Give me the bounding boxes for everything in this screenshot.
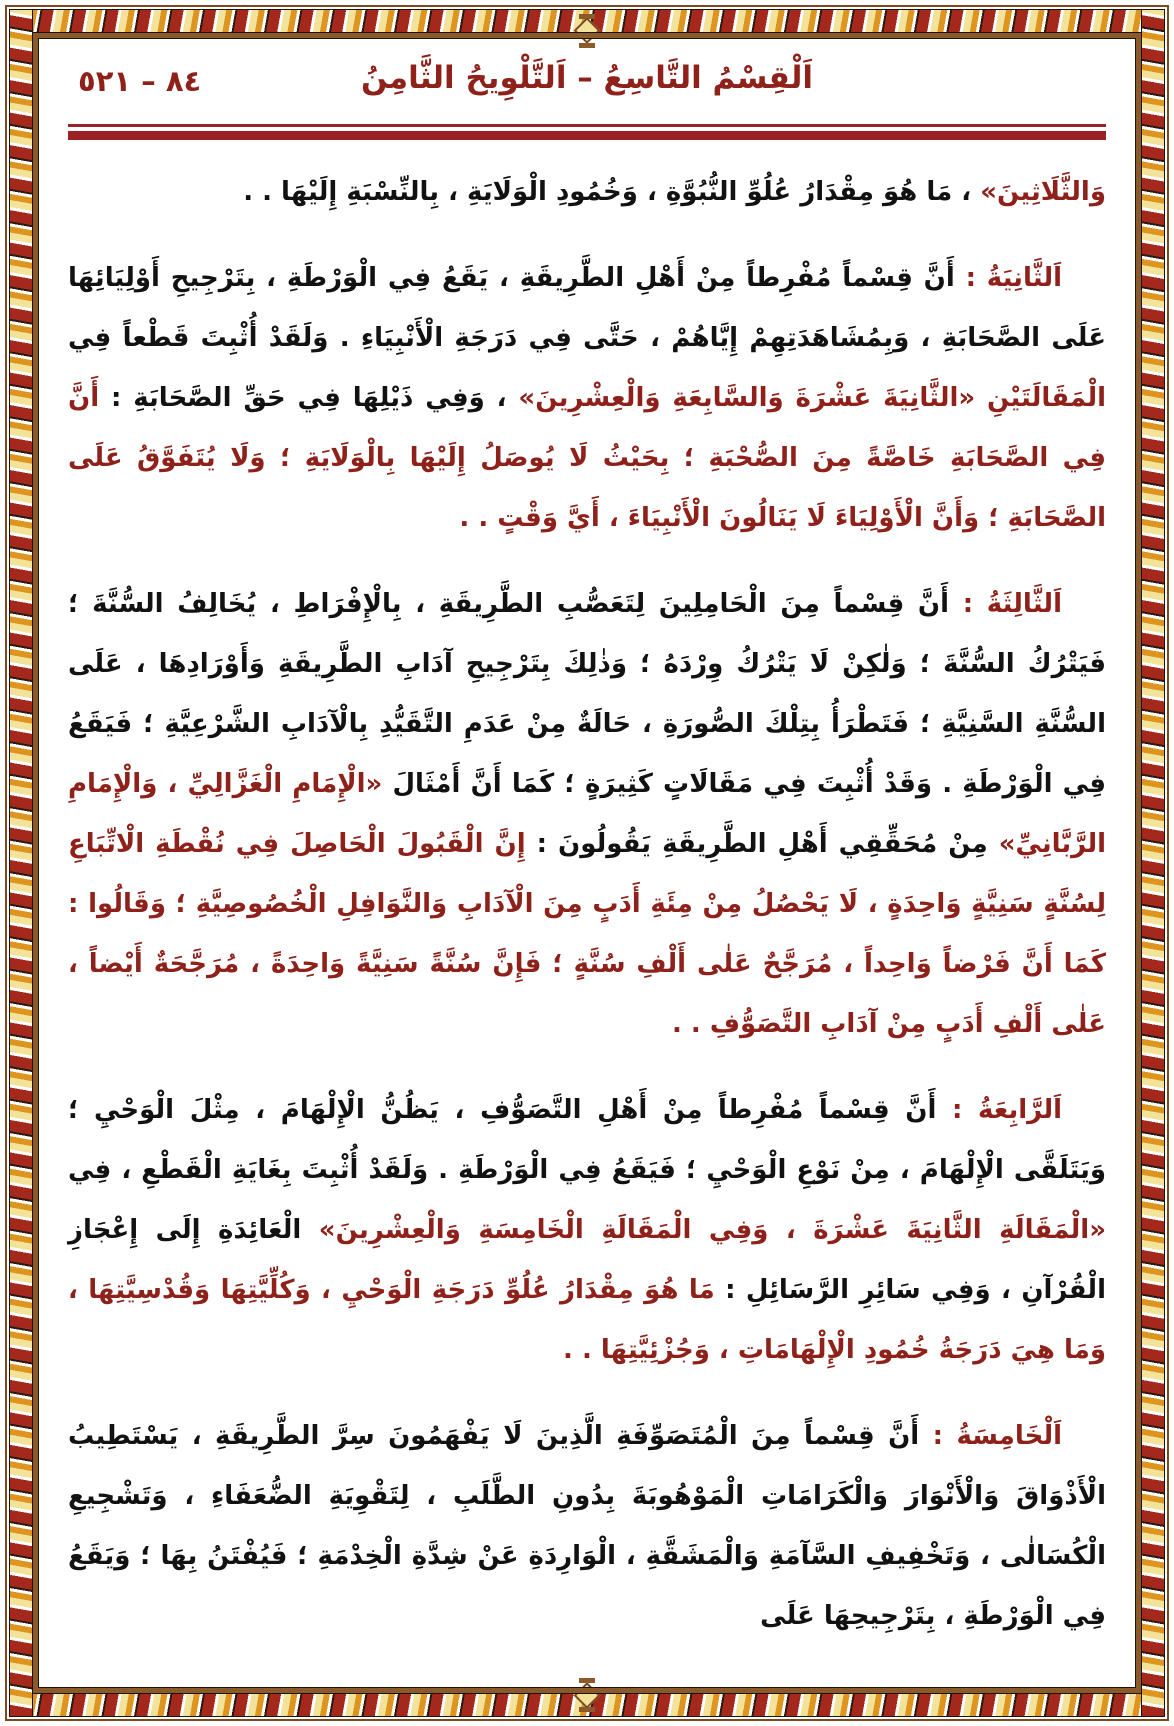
text-segment: اَلرَّابِعَةُ : bbox=[936, 1095, 1063, 1125]
header-rule-thick bbox=[68, 131, 1106, 140]
text-segment: «الْإِمَامِ الْغَزَّالِيِّ ، وَالْإِمَامِ الرَّبَّانِيِّ» bbox=[68, 769, 1106, 859]
text-segment: إِنَّ الْقَبُولَ الْحَاصِلَ فِي نُقْطَةِ الْاتِّبَاعِ لِسُنَّةٍ سَنِيَّةٍ وَاحِدَةٍ ، لَا يَحْصُلُ مِنْ مِئَةِ أَدَبٍ مِنَ الْآدَابِ وَالنَّوَافِلِ الْخُصُوصِيَّةِ ؛ وَقَالُوا : كَمَا أَنَّ فَرْضاً وَاحِداً ، مُرَجَّحٌ عَلٰى أَلْفِ سُنَّةٍ ؛ فَإِنَّ سُنَّةً سَنِيَّةً وَاحِدَةً ، مُرَجَّحَةٌ أَيْضاً ، عَلٰى أَلْفِ أَدَبٍ مِنْ آدَابِ التَّصَوُّفِ . . bbox=[68, 829, 1106, 1039]
border-tick-icon bbox=[579, 14, 595, 19]
paragraph bbox=[68, 1080, 1106, 1380]
border-band-left bbox=[10, 10, 33, 1716]
text-segment: اَلثَّالِثَةُ : bbox=[949, 589, 1062, 619]
page-content bbox=[68, 58, 1106, 1680]
text-segment: ، وَفِي ذَيْلِهَا فِي حَقِّ الصَّحَابَةِ : bbox=[99, 383, 519, 413]
text-segment: الْعَائِدَةِ إِلَى إِعْجَازِ الْقُرْآنِ ، وَفِي سَائِرِ الرَّسَائِلِ : bbox=[68, 1215, 1106, 1305]
text-segment: أَنَّ قِسْماً مُفْرِطاً مِنْ أَهْلِ الطَّرِيقَةِ ، يَقَعُ فِي الْوَرْطَةِ ، بِتَرْجِيحِ أَوْلِيَائِهَا عَلَى الصَّحَابَةِ ، وَبِمُشَاهَدَتِهِمْ إِيَّاهُمْ ، حَتَّى فِي دَرَجَةِ الْأَنْبِيَاءِ . وَلَقَدْ أُثْبِتَ قَطْعاً فِي bbox=[68, 263, 1106, 353]
diamond-ornament-icon bbox=[574, 1682, 601, 1709]
border-band-bottom bbox=[10, 1693, 1164, 1716]
text-segment: أَنَّ قِسْماً مِنَ الْمُتَصَوِّفَةِ الَّذِينَ لَا يَفْهَمُونَ سِرَّ الطَّرِيقَةِ ، يَسْتَطِيبُ الْأَذْوَاقَ وَالْأَنْوَارَ وَالْكَرَامَاتِ الْمَوْهُوبَةَ بِدُونِ الطَّلَبِ ، لِتَقْوِيَةِ الضُّعَفَاءِ ، وَتَشْجِيعِ الْكُسَالٰى ، وَتَخْفِيفِ السَّآمَةِ وَالْمَشَقَّةِ ، الْوَارِدَةِ عَنْ شِدَّةِ الْخِدْمَةِ ؛ فَيُفْتَنُ بِهَا ؛ وَيَقَعُ فِي الْوَرْطَةِ ، بِتَرْجِيحِهَا عَلَى bbox=[68, 1421, 1106, 1631]
text-segment: أَنَّ قِسْماً مِنَ الْحَامِلِينَ لِتَعَصُّبِ الطَّرِيقَةِ ، بِالْإِفْرَاطِ ، يُخَالِفُ السُّنَّةَ ؛ فَيَتْرُكُ السُّنَّةَ ؛ وَلٰكِنْ لَا يَتْرُكُ وِرْدَهُ ؛ وَذٰلِكَ بِتَرْجِيحِ آدَابِ الطَّرِيقَةِ وَأَوْرَادِهَا ، عَلَى السُّنَّةِ السَّنِيَّةِ ؛ فَتَطْرَأُ بِتِلْكَ الصُّورَةِ ، حَالَةٌ مِنْ عَدَمِ التَّقَيُّدِ بِالْآدَابِ الشَّرْعِيَّةِ ؛ فَيَقَعُ فِي الْوَرْطَةِ . وَقَدْ أُثْبِتَ فِي مَقَالَاتٍ كَثِيرَةٍ ؛ كَمَا أَنَّ أَمْثَالَ bbox=[68, 589, 1107, 799]
header-rule-thin bbox=[68, 124, 1106, 127]
text-segment: وَالثَّلَاثِينَ» bbox=[980, 177, 1106, 207]
text-segment: مِنْ مُحَقِّقِي أَهْلِ الطَّرِيقَةِ يَقُولُونَ : bbox=[525, 829, 999, 859]
paragraph bbox=[68, 574, 1106, 1054]
border-band-right bbox=[1141, 10, 1164, 1716]
text-segment: أَنَّ فِي الصَّحَابَةِ خَاصَّةً مِنَ الصُّحْبَةِ ؛ بِحَيْثُ لَا يُوصَلُ إِلَيْهَا بِالْوَلَايَةِ ؛ وَلَا يُتَفَوَّقُ عَلَى الصَّحَابَةِ ؛ وَأَنَّ الْأَوْلِيَاءَ لَا يَنَالُونَ الْأَنْبِيَاءَ ، أَيَّ وَقْتٍ . . bbox=[68, 383, 1106, 533]
text-segment: ، مَا هُوَ مِقْدَارُ عُلُوِّ النُّبُوَّةِ ، وَخُمُودِ الْوَلَايَةِ ، بِالنِّسْبَةِ إِلَيْهَا . . bbox=[243, 177, 981, 207]
header-rule bbox=[68, 124, 1106, 140]
text-segment: أَنَّ قِسْماً مُفْرِطاً مِنْ أَهْلِ التَّصَوُّفِ ، يَظُنُّ الْإِلْهَامَ ، مِثْلَ الْوَحْيِ ؛ وَيَتَلَقَّى الْإِلْهَامَ ، مِنْ نَوْعِ الْوَحْيِ ؛ فَيَقَعُ فِي الْوَرْطَةِ . وَلَقَدْ أُثْبِتَ بِغَايَةِ الْقَطْعِ ، فِي bbox=[68, 1095, 1106, 1185]
page-number: ٨٤ – ٥٢١ bbox=[78, 64, 202, 98]
diamond-ornament-icon bbox=[574, 17, 601, 44]
text-segment: اَلثَّانِيَةُ : bbox=[954, 263, 1062, 293]
paragraph bbox=[68, 162, 1106, 222]
border-band-top bbox=[10, 10, 1164, 33]
text-segment: مَا هُوَ مِقْدَارُ عُلُوِّ دَرَجَةِ الْوَحْيِ ، وَكُلِّيَّتِهَا وَقُدْسِيَّتِهَا ، وَمَا هِيَ دَرَجَةُ خُمُودِ الْإِلْهَامَاتِ ، وَجُزْئِيَّتِهَا . . bbox=[68, 1275, 1106, 1365]
body-text bbox=[68, 162, 1106, 1646]
border-tick-icon bbox=[579, 43, 595, 48]
text-segment: اَلْخَامِسَةُ : bbox=[919, 1421, 1062, 1451]
text-segment: الْمَقَالَتَيْنِ «الثَّانِيَةَ عَشْرَةَ وَالسَّابِعَةِ وَالْعِشْرِينَ» bbox=[518, 383, 1107, 413]
text-segment: «الْمَقَالَةِ الثَّانِيَةَ عَشْرَةَ ، وَفِي الْمَقَالَةِ الْخَامِسَةِ وَالْعِشْرِينَ» bbox=[318, 1215, 1106, 1245]
paragraph bbox=[68, 1406, 1106, 1646]
paragraph bbox=[68, 248, 1106, 548]
page-title: اَلْقِسْمُ التَّاسِعُ – اَلتَّلْوِيحُ الثَّامِنُ bbox=[361, 60, 813, 96]
page-header bbox=[68, 58, 1106, 116]
border-tick-icon bbox=[579, 1707, 595, 1712]
